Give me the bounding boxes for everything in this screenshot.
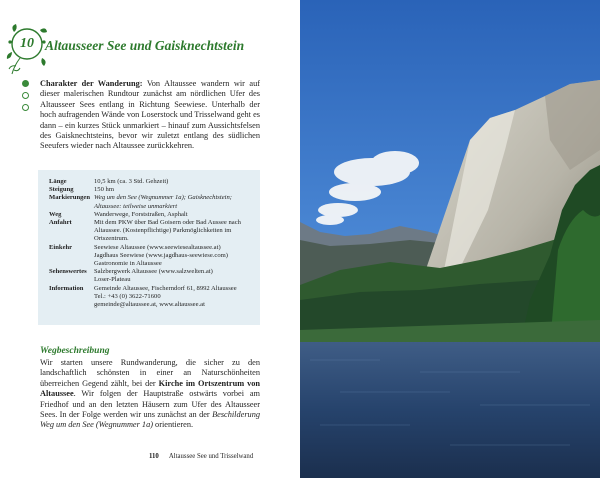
info-label: Information <box>49 284 84 292</box>
info-value <box>94 244 254 269</box>
info-value-line: Gemeinde Altaussee, Fischerndorf 61, 8992 Altaussee <box>94 284 237 292</box>
info-row-weg <box>49 211 254 219</box>
info-value <box>94 285 254 310</box>
info-value <box>94 194 254 210</box>
info-value: Mit dem PKW über Bad Goisern oder Bad Aussee nach Altaussee. (Kostenpflichtige) Parkmöglichkeiten im Ortszentrum. <box>94 219 241 243</box>
info-value: 150 hm <box>94 186 114 194</box>
info-value-line: Weg um den See (Wegnummer 1a); Gaisknechtstein; <box>94 194 232 202</box>
intro-text: Von Altaussee wandern wir auf dieser malerischen Rundtour zunächst am nördlichen Ufer des Altausseer Sees entlang in Richtung Seewiese. Unterhalb der hoch aufragenden Wände von Loserstock und Trisselwand geht es dann – ein kurzes Stück unmarkiert – hinauf zum Aussichtsfelsen des Gaisknechtsteins, bevor wir zuletzt entlang des südlichen Seeufers wieder nach Altaussee zurückkehren. <box>40 79 260 151</box>
info-row-anfahrt <box>49 219 254 244</box>
landscape-photo <box>300 0 600 478</box>
info-value-line: Seewiese Altaussee (www.seewiesealtaussee.at) <box>94 243 221 251</box>
info-row-steigung <box>49 186 254 194</box>
intro-label: Charakter der Wanderung: <box>40 79 143 88</box>
info-value <box>94 268 254 284</box>
info-value-line: Loser-Plateau <box>94 276 131 284</box>
info-value-line: Altaussee: teilweise unmarkiert <box>94 202 178 210</box>
info-value-line: gemeinde@altaussee.at, www.altaussee.at <box>94 301 205 309</box>
difficulty-dot-empty-icon <box>22 92 29 99</box>
route-description <box>40 358 260 431</box>
page-footer <box>149 453 253 460</box>
intro-paragraph <box>40 79 260 152</box>
page-title: Altausseer See und Gaisknechtstein <box>45 38 245 53</box>
route-text: . Wir folgen der Hauptstraße ostwärts vorbei am Friedhof und an den letzten Häusern zum Ufer des Altausseer Sees. In der Folge werden wir uns zunächst an der <box>40 389 260 420</box>
info-value: 10,5 km (ca. 3 Std. Gehzeit) <box>94 178 169 185</box>
page-number: 110 <box>149 453 159 460</box>
info-row-laenge <box>49 178 254 186</box>
info-label: Sehenswertes <box>49 268 87 276</box>
info-label: Länge <box>49 178 67 185</box>
running-title: Altaussee See und Trisselwand <box>168 453 254 460</box>
info-box <box>38 170 260 325</box>
info-value-line: Gastronomie in Altaussee <box>94 260 162 268</box>
difficulty-indicator <box>22 80 30 116</box>
route-text: orientieren. <box>152 420 194 430</box>
info-row-einkehr <box>49 244 254 269</box>
info-value-line: Salzbergwerk Altaussee (www.salzwelten.at) <box>94 268 213 276</box>
route-text: Wir starten unsere Rundwanderung, die sicher zu den landschaftlich schönsten in einer an Naturschönheiten überreichen Gegend zählt, bei der <box>40 358 260 388</box>
info-table <box>49 178 254 309</box>
info-row-information <box>49 285 254 310</box>
route-text-italic: Beschilderung Weg um den See (Wegnummer 1a) <box>40 410 260 430</box>
info-label: Anfahrt <box>49 219 72 227</box>
difficulty-dot-empty-icon <box>22 104 29 111</box>
info-label: Einkehr <box>49 243 73 251</box>
difficulty-dot-filled-icon <box>22 80 29 87</box>
info-row-sehenswertes <box>49 268 254 284</box>
info-value-line: Jagdhaus Seewiese (www.jagdhaus-seewiese.com) <box>94 251 228 259</box>
route-text-bold: Kirche im Ortszentrum von Altaussee <box>40 378 260 399</box>
lake-mountain-photo <box>300 0 600 478</box>
tour-number: 10 <box>20 36 34 51</box>
section-heading: Wegbeschreibung <box>40 346 110 356</box>
info-label: Weg <box>49 210 62 218</box>
info-row-markierungen <box>49 194 254 210</box>
info-value: Wanderwege, Forststraßen, Asphalt <box>94 210 188 218</box>
info-label: Steigung <box>49 186 74 194</box>
info-label: Markierungen <box>49 194 91 202</box>
info-value-line: Tel.: +43 (0) 3622-71600 <box>94 292 161 300</box>
